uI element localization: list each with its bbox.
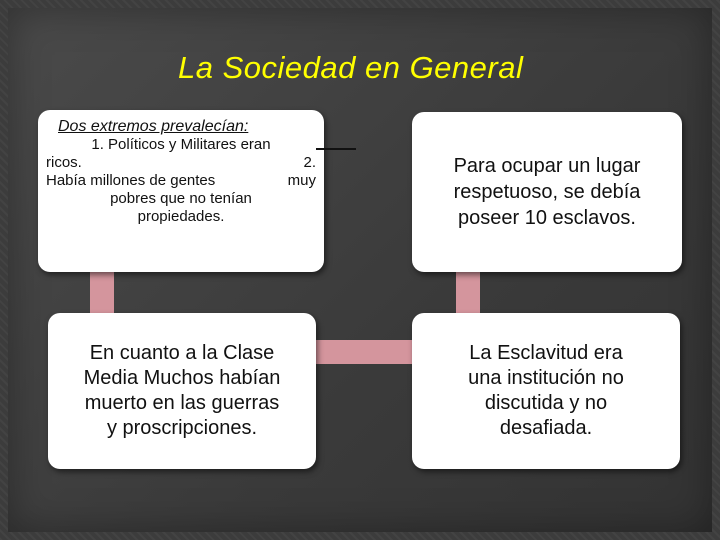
text-fragment: 2. — [303, 154, 316, 171]
heading-underline-extension — [316, 148, 356, 150]
text-line-split — [46, 154, 316, 172]
box-slaves-status — [412, 112, 682, 272]
text-line: En cuanto a la Clase — [89, 342, 275, 364]
text-fragment: Había millones de gentes — [46, 172, 216, 189]
text-line: y proscripciones. — [106, 417, 258, 439]
text-line: discutida y no — [484, 392, 608, 414]
box-text — [84, 341, 281, 441]
text-line: muerto en las guerras — [84, 392, 280, 414]
box-slavery-institution — [412, 313, 680, 469]
connector-horizontal — [314, 340, 414, 364]
text-fragment: muy — [287, 172, 316, 189]
text-line: poseer 10 esclavos. — [458, 207, 636, 229]
text-line: pobres que no tenían — [110, 190, 252, 207]
text-line: propiedades. — [137, 208, 225, 225]
box-text — [454, 153, 641, 231]
connector-left-vertical — [90, 270, 114, 315]
connector-right-vertical — [456, 270, 480, 315]
text-line: 1. Políticos y Militares eran — [91, 136, 271, 153]
text-line: La Esclavitud era — [469, 342, 623, 364]
text-line: respetuoso, se debía — [453, 181, 641, 203]
text-line: Media Muchos habían — [83, 367, 281, 389]
slide-title: La Sociedad en General — [178, 50, 524, 85]
box-text — [468, 341, 624, 441]
text-line: una institución no — [468, 367, 624, 389]
text-line: desafiada. — [499, 417, 593, 439]
box-middle-class — [48, 313, 316, 469]
text-fragment: ricos. — [46, 154, 82, 171]
box-heading: Dos extremos prevalecían: — [58, 118, 249, 135]
box-two-extremes — [38, 110, 324, 272]
text-line-split — [46, 172, 316, 190]
text-line: Para ocupar un lugar — [453, 155, 641, 177]
